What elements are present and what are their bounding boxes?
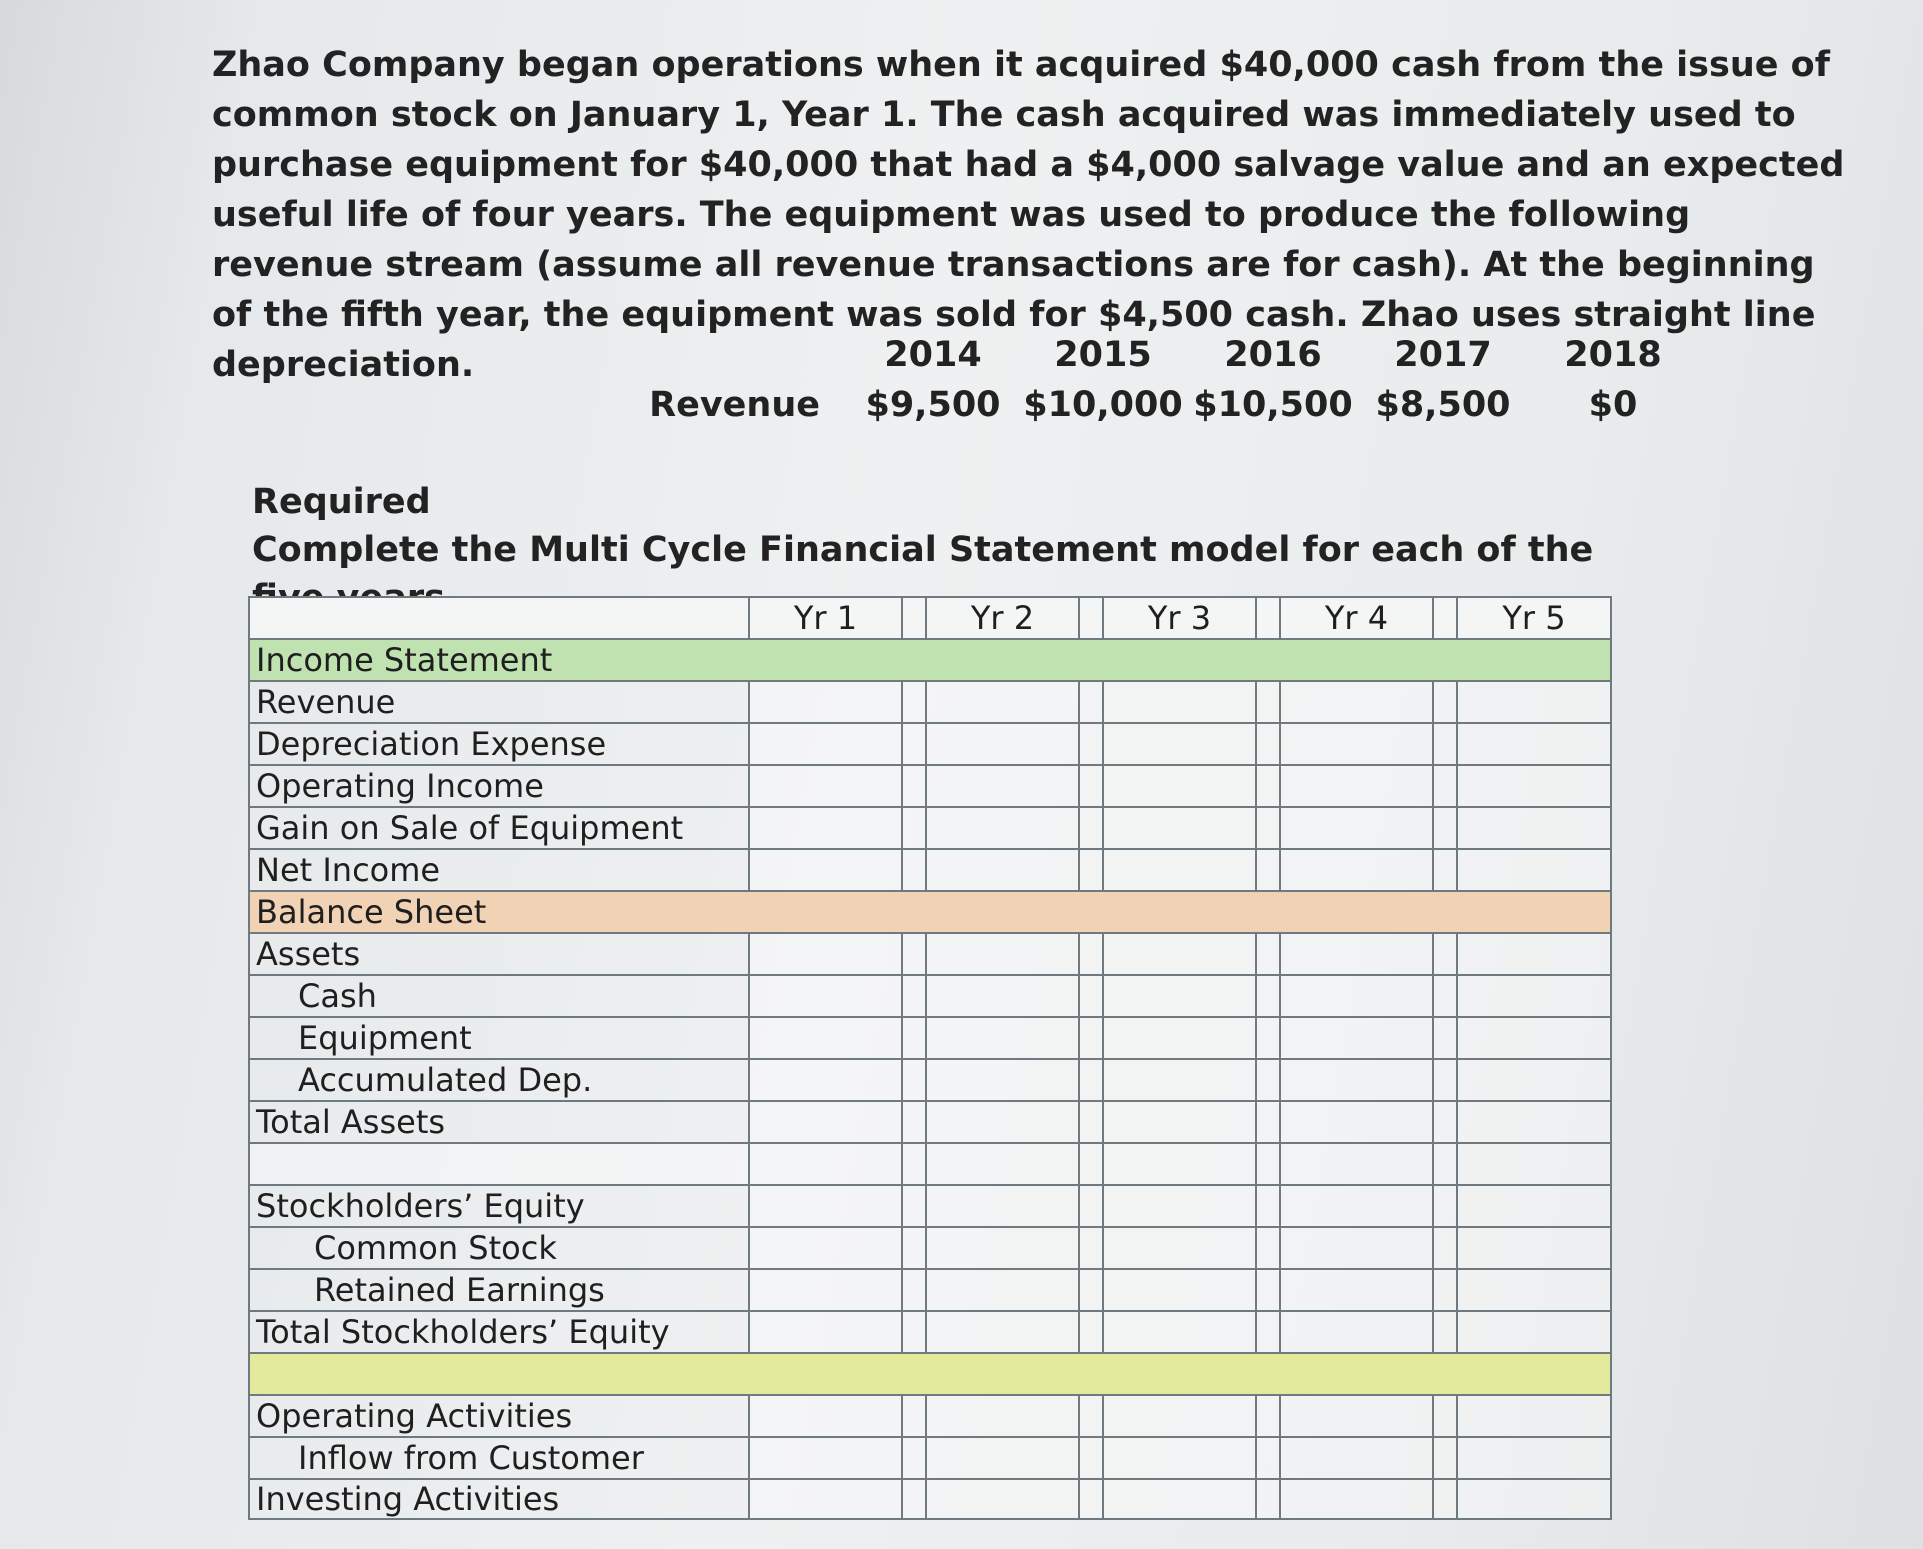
input-cell[interactable] — [749, 849, 902, 891]
col-sep — [1256, 1269, 1280, 1311]
input-cell[interactable] — [749, 1311, 902, 1353]
col-sep — [1433, 597, 1457, 639]
row-operating-income — [249, 765, 1611, 807]
input-cell[interactable] — [1457, 807, 1611, 849]
col-sep — [1079, 597, 1103, 639]
input-cell[interactable] — [1457, 1185, 1611, 1227]
input-cell[interactable] — [1457, 1101, 1611, 1143]
input-cell[interactable] — [1280, 1185, 1433, 1227]
col-sep — [902, 1479, 926, 1519]
col-sep — [1256, 1311, 1280, 1353]
input-cell[interactable] — [926, 1479, 1079, 1519]
row-retained-earnings — [249, 1269, 1611, 1311]
cash-label: Cash — [249, 975, 749, 1017]
col-sep — [902, 807, 926, 849]
col-sep — [1433, 765, 1457, 807]
input-cell[interactable] — [749, 975, 902, 1017]
input-cell[interactable] — [926, 1185, 1079, 1227]
revenue-value-2018: $0 — [1588, 385, 1638, 425]
section-balance-sheet — [249, 891, 1611, 933]
col-sep — [1256, 975, 1280, 1017]
revenue-year-2018: 2018 — [1564, 335, 1662, 375]
col-sep — [1433, 1395, 1457, 1437]
col-sep — [902, 1185, 926, 1227]
input-cell[interactable] — [749, 1395, 902, 1437]
col-sep — [1256, 1395, 1280, 1437]
input-cell[interactable] — [1280, 1101, 1433, 1143]
input-cell[interactable] — [1103, 1101, 1256, 1143]
input-cell[interactable] — [926, 933, 1079, 975]
input-cell[interactable] — [1457, 849, 1611, 891]
col-sep — [902, 1395, 926, 1437]
blank-cell — [1103, 1143, 1256, 1185]
col-sep — [1433, 1311, 1457, 1353]
col-sep — [1079, 1437, 1103, 1479]
cash-flow-heading — [249, 1353, 1611, 1395]
revenue-value-2016: $10,500 — [1193, 385, 1353, 425]
col-sep — [1433, 723, 1457, 765]
input-cell[interactable] — [749, 807, 902, 849]
input-cell[interactable] — [1457, 1059, 1611, 1101]
col-sep — [1433, 849, 1457, 891]
input-cell[interactable] — [1103, 975, 1256, 1017]
col-sep — [1079, 1185, 1103, 1227]
blank-label — [249, 1143, 749, 1185]
col-sep — [902, 765, 926, 807]
input-cell[interactable] — [749, 1017, 902, 1059]
input-cell[interactable] — [1103, 1227, 1256, 1269]
input-cell[interactable] — [926, 849, 1079, 891]
col-sep — [1433, 807, 1457, 849]
model-header-row — [249, 597, 1611, 639]
row-stockholders-equity — [249, 1185, 1611, 1227]
total-assets-label: Total Assets — [249, 1101, 749, 1143]
col-sep — [902, 1059, 926, 1101]
investing-activities-label: Investing Activities — [249, 1479, 749, 1519]
input-cell[interactable] — [926, 1227, 1079, 1269]
net-income-label: Net Income — [249, 849, 749, 891]
col-sep — [1079, 1101, 1103, 1143]
row-depreciation-expense — [249, 723, 1611, 765]
col-sep — [1256, 597, 1280, 639]
input-cell[interactable] — [1457, 975, 1611, 1017]
col-sep — [1433, 1101, 1457, 1143]
col-sep — [1256, 1017, 1280, 1059]
input-cell[interactable] — [926, 1437, 1079, 1479]
input-cell[interactable] — [1103, 1311, 1256, 1353]
problem-text: Zhao Company began operations when it acquired $40,000 cash from the issue of common stock on January 1, Year 1. The cash acquired was immediately used to purchase equipment for $40,000 that had a $4,000 salvage value and an expected useful life of four years. The equipment was used to produce the following revenue stream (assume all revenue transactions are for cash). At the beginning of the fifth year, the equipment was sold for $4,500 cash. Zhao uses straight line depreciation. — [212, 45, 1845, 385]
column-yr4: Yr 4 — [1280, 597, 1433, 639]
operating-income-label: Operating Income — [249, 765, 749, 807]
input-cell[interactable] — [1103, 1437, 1256, 1479]
revenue-year-2015: 2015 — [1054, 335, 1152, 375]
row-common-stock — [249, 1227, 1611, 1269]
input-cell[interactable] — [1103, 723, 1256, 765]
col-sep — [902, 1437, 926, 1479]
row-accumulated-dep — [249, 1059, 1611, 1101]
col-sep — [1256, 1059, 1280, 1101]
col-sep — [1079, 849, 1103, 891]
col-sep — [1433, 1437, 1457, 1479]
col-sep — [1433, 1143, 1457, 1185]
input-cell[interactable] — [1457, 1311, 1611, 1353]
input-cell[interactable] — [1280, 933, 1433, 975]
row-gain-on-sale — [249, 807, 1611, 849]
input-cell[interactable] — [1103, 1479, 1256, 1519]
col-sep — [1079, 1143, 1103, 1185]
col-sep — [902, 1311, 926, 1353]
input-cell[interactable] — [1103, 807, 1256, 849]
revenue-year-2014: 2014 — [884, 335, 982, 375]
input-cell[interactable] — [1457, 1227, 1611, 1269]
row-revenue — [249, 681, 1611, 723]
row-inflow-from-customer — [249, 1437, 1611, 1479]
accumulated-dep-label: Accumulated Dep. — [249, 1059, 749, 1101]
column-yr3: Yr 3 — [1103, 597, 1256, 639]
col-sep — [902, 597, 926, 639]
col-sep — [1256, 681, 1280, 723]
revenue-stream-table — [640, 330, 1698, 430]
col-sep — [902, 933, 926, 975]
row-cash — [249, 975, 1611, 1017]
col-sep — [1256, 723, 1280, 765]
row-assets — [249, 933, 1611, 975]
input-cell[interactable] — [1103, 1059, 1256, 1101]
input-cell[interactable] — [1457, 1269, 1611, 1311]
col-sep — [902, 849, 926, 891]
input-cell[interactable] — [926, 1101, 1079, 1143]
input-cell[interactable] — [1280, 975, 1433, 1017]
input-cell[interactable] — [1457, 1017, 1611, 1059]
input-cell[interactable] — [1457, 1437, 1611, 1479]
col-sep — [1256, 849, 1280, 891]
equipment-label: Equipment — [249, 1017, 749, 1059]
revenue-value-2014: $9,500 — [865, 385, 1001, 425]
input-cell[interactable] — [749, 765, 902, 807]
col-sep — [1433, 1227, 1457, 1269]
input-cell[interactable] — [749, 681, 902, 723]
section-income-statement — [249, 639, 1611, 681]
input-cell[interactable] — [749, 1185, 902, 1227]
revenue-label: Revenue — [249, 681, 749, 723]
input-cell[interactable] — [1103, 849, 1256, 891]
input-cell[interactable] — [1103, 1269, 1256, 1311]
input-cell[interactable] — [1280, 807, 1433, 849]
col-sep — [1256, 807, 1280, 849]
input-cell[interactable] — [749, 1269, 902, 1311]
common-stock-label: Common Stock — [249, 1227, 749, 1269]
input-cell[interactable] — [1457, 765, 1611, 807]
input-cell[interactable] — [749, 1101, 902, 1143]
col-sep — [1079, 681, 1103, 723]
input-cell[interactable] — [1280, 723, 1433, 765]
input-cell[interactable] — [1103, 765, 1256, 807]
input-cell[interactable] — [926, 1059, 1079, 1101]
col-sep — [902, 1227, 926, 1269]
col-sep — [1256, 1479, 1280, 1519]
row-operating-activities — [249, 1395, 1611, 1437]
col-sep — [1433, 1479, 1457, 1519]
revenue-value-2017: $8,500 — [1375, 385, 1511, 425]
input-cell[interactable] — [926, 681, 1079, 723]
col-sep — [1433, 975, 1457, 1017]
col-sep — [1256, 1227, 1280, 1269]
row-net-income — [249, 849, 1611, 891]
input-cell[interactable] — [749, 933, 902, 975]
col-sep — [1256, 1185, 1280, 1227]
input-cell[interactable] — [926, 1395, 1079, 1437]
col-sep — [1256, 765, 1280, 807]
col-sep — [1256, 1143, 1280, 1185]
input-cell[interactable] — [1103, 1017, 1256, 1059]
revenue-row-label: Revenue — [649, 385, 820, 425]
col-sep — [1079, 1395, 1103, 1437]
input-cell[interactable] — [926, 723, 1079, 765]
input-cell[interactable] — [1457, 933, 1611, 975]
depreciation-expense-label: Depreciation Expense — [249, 723, 749, 765]
revenue-year-2016: 2016 — [1224, 335, 1322, 375]
input-cell[interactable] — [749, 1059, 902, 1101]
assets-label: Assets — [249, 933, 749, 975]
col-sep — [1433, 933, 1457, 975]
revenue-corner — [640, 330, 848, 380]
col-sep — [902, 1143, 926, 1185]
input-cell[interactable] — [1103, 681, 1256, 723]
row-equipment — [249, 1017, 1611, 1059]
input-cell[interactable] — [926, 765, 1079, 807]
input-cell[interactable] — [1280, 1479, 1433, 1519]
input-cell[interactable] — [749, 1437, 902, 1479]
input-cell[interactable] — [1280, 765, 1433, 807]
input-cell[interactable] — [1457, 723, 1611, 765]
blank-cell — [1280, 1143, 1433, 1185]
total-stockholders-equity-label: Total Stockholders’ Equity — [249, 1311, 749, 1353]
input-cell[interactable] — [1280, 1059, 1433, 1101]
input-cell[interactable] — [926, 1311, 1079, 1353]
col-sep — [1433, 1269, 1457, 1311]
income-statement-heading: Income Statement — [249, 639, 1611, 681]
input-cell[interactable] — [749, 723, 902, 765]
blank-cell — [749, 1143, 902, 1185]
row-blank — [249, 1143, 1611, 1185]
col-sep — [902, 1269, 926, 1311]
column-yr2: Yr 2 — [926, 597, 1079, 639]
col-sep — [902, 681, 926, 723]
input-cell[interactable] — [1457, 1395, 1611, 1437]
col-sep — [1256, 1437, 1280, 1479]
input-cell[interactable] — [1280, 1437, 1433, 1479]
retained-earnings-label: Retained Earnings — [249, 1269, 749, 1311]
required-title: Required — [252, 482, 431, 522]
col-sep — [902, 1017, 926, 1059]
input-cell[interactable] — [1280, 1395, 1433, 1437]
input-cell[interactable] — [1457, 1479, 1611, 1519]
col-sep — [1079, 807, 1103, 849]
revenue-value-2015: $10,000 — [1023, 385, 1183, 425]
col-sep — [902, 975, 926, 1017]
gain-on-sale-label: Gain on Sale of Equipment — [249, 807, 749, 849]
col-sep — [1079, 1479, 1103, 1519]
input-cell[interactable] — [749, 1479, 902, 1519]
input-cell[interactable] — [1457, 681, 1611, 723]
blank-cell — [1457, 1143, 1611, 1185]
input-cell[interactable] — [1280, 681, 1433, 723]
revenue-year-2017: 2017 — [1394, 335, 1492, 375]
col-sep — [1079, 1017, 1103, 1059]
row-investing-activities — [249, 1479, 1611, 1519]
col-sep — [1079, 1227, 1103, 1269]
col-sep — [1256, 933, 1280, 975]
model-corner — [249, 597, 749, 639]
input-cell[interactable] — [1280, 1269, 1433, 1311]
input-cell[interactable] — [926, 1269, 1079, 1311]
balance-sheet-heading: Balance Sheet — [249, 891, 1611, 933]
col-sep — [902, 1101, 926, 1143]
col-sep — [1079, 765, 1103, 807]
required-text: Complete the Multi Cycle Financial Statement model for each of the — [252, 530, 1594, 570]
input-cell[interactable] — [1103, 1395, 1256, 1437]
input-cell[interactable] — [1103, 1185, 1256, 1227]
input-cell[interactable] — [926, 975, 1079, 1017]
blank-cell — [926, 1143, 1079, 1185]
operating-activities-label: Operating Activities — [249, 1395, 749, 1437]
input-cell[interactable] — [1103, 933, 1256, 975]
col-sep — [1079, 933, 1103, 975]
input-cell[interactable] — [926, 1017, 1079, 1059]
input-cell[interactable] — [1280, 1017, 1433, 1059]
col-sep — [1433, 1017, 1457, 1059]
input-cell[interactable] — [1280, 849, 1433, 891]
col-sep — [902, 723, 926, 765]
row-total-assets — [249, 1101, 1611, 1143]
revenue-year-row — [640, 330, 1698, 380]
col-sep — [1256, 1101, 1280, 1143]
col-sep — [1433, 1185, 1457, 1227]
col-sep — [1079, 1059, 1103, 1101]
input-cell[interactable] — [749, 1227, 902, 1269]
column-yr5: Yr 5 — [1457, 597, 1611, 639]
column-yr1: Yr 1 — [749, 597, 902, 639]
financial-statement-model — [248, 596, 1612, 1520]
revenue-value-row — [640, 380, 1698, 430]
col-sep — [1079, 1269, 1103, 1311]
input-cell[interactable] — [1280, 1227, 1433, 1269]
inflow-from-customer-label: Inflow from Customer — [249, 1437, 749, 1479]
row-total-stockholders-equity — [249, 1311, 1611, 1353]
input-cell[interactable] — [1280, 1311, 1433, 1353]
input-cell[interactable] — [926, 807, 1079, 849]
col-sep — [1079, 723, 1103, 765]
col-sep — [1433, 681, 1457, 723]
col-sep — [1433, 1059, 1457, 1101]
stockholders-equity-label: Stockholders’ Equity — [249, 1185, 749, 1227]
col-sep — [1079, 975, 1103, 1017]
section-cash-flow — [249, 1353, 1611, 1395]
col-sep — [1079, 1311, 1103, 1353]
